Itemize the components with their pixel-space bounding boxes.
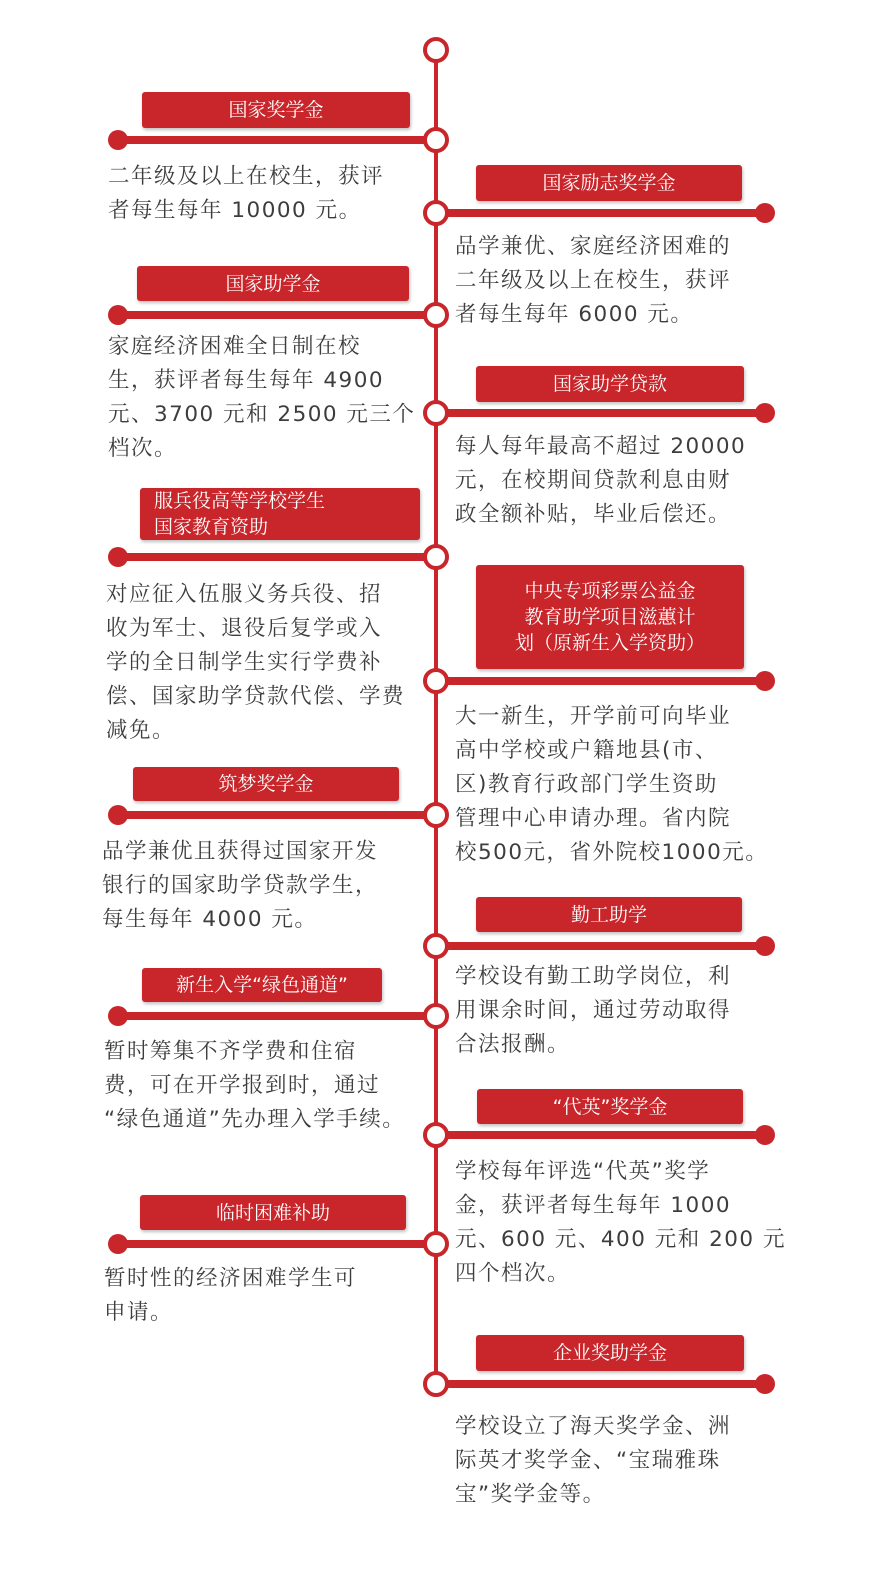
timeline-node [423,1371,449,1397]
connector-end-dot [755,671,775,691]
description-line: 金，获评者每生每年 1000 [455,1193,732,1218]
item-title-badge [476,897,742,932]
connector-end-dot [755,936,775,956]
connector-line [444,1380,764,1388]
connector-end-dot [108,305,128,325]
description-line: 合法报酬。 [455,1032,571,1057]
item-title-badge [476,1335,744,1371]
connector-end-dot [108,547,128,567]
item-title-line: 划（原新生入学资助） [514,632,705,654]
connector-line [444,1131,764,1139]
connector-end-dot [108,1234,128,1254]
item-description [108,330,415,466]
description-line: 二年级及以上在校生，获评 [108,164,385,189]
description-line: 申请。 [104,1300,174,1325]
item-description [455,1410,731,1512]
description-line: 政全额补贴，毕业后偿还。 [455,502,732,527]
timeline-spine [434,62,438,1372]
connector-line [444,409,764,417]
description-line: 品学兼优、家庭经济困难的 [455,234,732,259]
connector-end-dot [755,203,775,223]
description-line: 品学兼优且获得过国家开发 [102,839,379,864]
item-description [104,1035,405,1137]
item-title-line: 临时困难补助 [215,1201,330,1224]
item-title-line: 国家助学金 [225,272,321,295]
description-line: 元，在校期间贷款利息由财 [455,468,732,493]
item-title-line: 教育助学项目滋蕙计 [524,606,696,628]
connector-line [444,677,764,685]
description-line: 四个档次。 [455,1261,571,1286]
item-description [108,160,384,228]
description-line: 生，获评者每生每年 4900 [108,368,385,393]
description-line: 学校设有勤工助学岗位，利 [455,964,732,989]
timeline-node [423,200,449,226]
item-title-line: 服兵役高等学校学生 [154,490,326,512]
item-description [104,1262,357,1330]
timeline-node [423,127,449,153]
description-line: 用课余时间，通过劳动取得 [455,998,732,1023]
item-description [455,1155,786,1291]
description-line: 偿、国家助学贷款代偿、学费 [106,684,406,709]
connector-line [118,136,428,144]
item-title-line: 筑梦奖学金 [218,773,314,795]
item-title-line: 新生入学“绿色通道” [176,974,348,996]
description-line: 者每生每年 6000 元。 [455,302,694,327]
connector-end-dot [108,805,128,825]
description-line: 减免。 [106,718,176,743]
description-line: 管理中心申请办理。省内院 [455,806,732,831]
timeline-node [423,802,449,828]
connector-line [444,942,764,950]
connector-end-dot [108,130,128,150]
description-line: 校500元，省外院校1000元。 [455,840,769,865]
description-line: 学校设立了海天奖学金、洲 [455,1414,732,1439]
description-line: 大一新生，开学前可向毕业 [455,704,732,729]
description-line: 元、3700 元和 2500 元三个 [108,402,416,427]
item-title-line: 勤工助学 [570,903,647,926]
item-title-line: 国家励志奖学金 [542,172,676,194]
description-line: 宝”奖学金等。 [455,1482,606,1507]
description-line: 者每生每年 10000 元。 [108,198,362,223]
description-line: 费，可在开学报到时，通过 [104,1073,381,1098]
item-description [455,700,768,870]
connector-line [118,1012,428,1020]
item-title-line: 国家奖学金 [228,99,324,121]
timeline-node [423,544,449,570]
item-title-badge [142,968,382,1002]
description-line: 档次。 [108,436,178,461]
timeline-node [423,1231,449,1257]
item-title-line: 国家教育资助 [154,516,269,538]
timeline-node [423,302,449,328]
connector-line [118,311,428,319]
connector-end-dot [108,1006,128,1026]
item-title-line: 中央专项彩票公益金 [524,580,696,602]
connector-end-dot [755,1374,775,1394]
description-line: 暂时筹集不齐学费和住宿 [104,1039,358,1064]
description-line: 际英才奖学金、“宝瑞雅珠 [455,1448,721,1473]
connector-line [118,1240,428,1248]
description-line: 学的全日制学生实行学费补 [106,650,383,675]
description-line: 家庭经济困难全日制在校 [108,334,362,359]
description-line: 每人每年最高不超过 20000 [455,434,747,459]
description-line: 每生每年 4000 元。 [102,907,318,932]
item-description [455,230,731,332]
item-title-line: “代英”奖学金 [552,1095,668,1118]
item-title-badge [133,767,399,801]
description-line: 银行的国家助学贷款学生， [102,873,379,898]
item-description [102,835,378,937]
item-title-line: 企业奖助学金 [552,1342,667,1364]
item-title-badge [140,1195,406,1230]
item-title-badge [142,92,410,128]
connector-line [118,811,428,819]
item-description [455,430,746,532]
description-line: 二年级及以上在校生，获评 [455,268,732,293]
description-line: 元、600 元、400 元和 200 元 [455,1227,786,1252]
connector-line [118,553,428,561]
item-description [455,960,731,1062]
description-line: 高中学校或户籍地县(市、 [455,738,718,763]
description-line: 暂时性的经济困难学生可 [104,1266,358,1291]
description-line: 学校每年评选“代英”奖学 [455,1159,711,1184]
description-line: 收为军士、退役后复学或入 [106,616,383,641]
timeline-node [423,1122,449,1148]
connector-end-dot [755,403,775,423]
connector-line [444,209,764,217]
description-line: 区)教育行政部门学生资助 [455,772,718,797]
item-title-badge [476,366,744,402]
item-description [106,578,405,748]
item-title-line: 国家助学贷款 [552,373,667,395]
item-title-badge [137,266,409,301]
connector-end-dot [755,1125,775,1145]
description-line: “绿色通道”先办理入学手续。 [104,1107,406,1132]
description-line: 对应征入伍服义务兵役、招 [106,582,383,607]
item-title-badge [476,565,744,669]
timeline-node [423,1003,449,1029]
item-title-badge [140,488,420,540]
timeline-node [423,400,449,426]
timeline-node [423,668,449,694]
timeline-node [423,933,449,959]
item-title-badge [477,1089,743,1124]
item-title-badge [476,165,742,201]
timeline-start-node [423,37,449,63]
